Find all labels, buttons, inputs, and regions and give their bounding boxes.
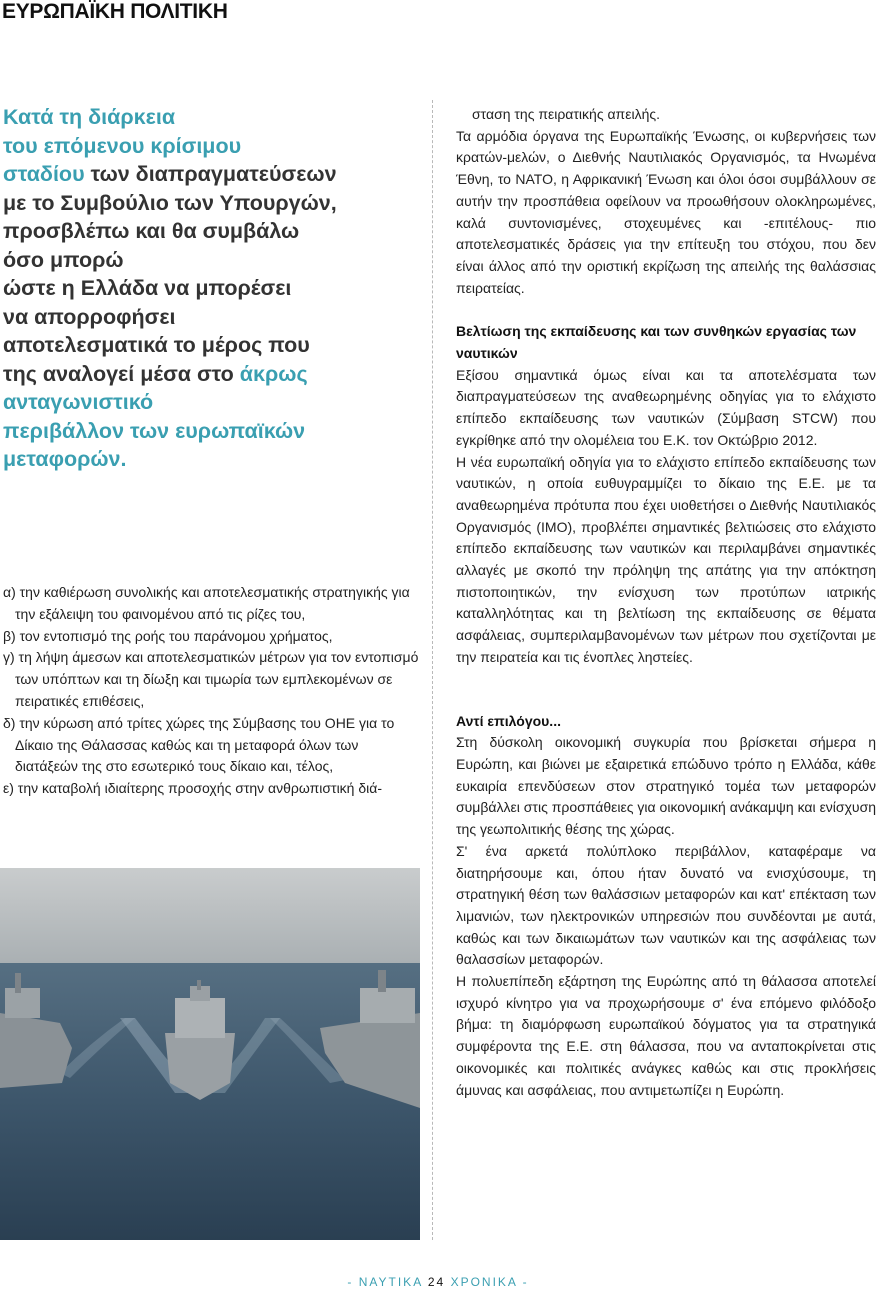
footer-magazine-left: - ΝΑΥΤΙΚΑ	[347, 1275, 428, 1289]
pull-quote-line: του επόμενου κρίσιμου	[3, 133, 242, 158]
warships-at-sea-image	[0, 868, 420, 1240]
page-footer	[0, 1275, 876, 1289]
pull-quote-highlight: σταδίου	[3, 162, 85, 186]
pull-quote-line: όσο μπορώ	[3, 247, 124, 272]
paragraph: Σ' ένα αρκετά πολύπλοκο περιβάλλον, καταφέραμε να διατηρήσουμε και, όπου ήταν δυνατό να ενισχύσουμε, τη στρατηγική θέση των θαλάσσιων μεταφορών και κατ' επέκταση των λιμανιών, των ηλεκτρονικών υπηρεσιών που συνδέονται με αυτά, καθώς και των δικαιωμάτων των ναυτικών και της ασφάλειας των θαλασσίων μεταφορών.	[456, 842, 876, 968]
pull-quote	[3, 103, 418, 474]
paragraph: Τα αρμόδια όργανα της Ευρωπαϊκής Ένωσης, οι κυβερνήσεις των κρατών-μελών, ο Διεθνής Ναυτιλιακός Οργανισμός, τα Ηνωμένα Έθνη, το ΝΑΤΟ, η Αφρικανική Ένωση και όλοι όσοι συμβάλλουν σε αυτήν την προσπάθεια οφείλουν να προωθήσουν ολοκληρωμένες, καλά συντονισμένες, στοχευμένες και -επιτέλους- πιο αποτελεσματικές δράσεις για την επίτευξη του στόχου, που δεν είναι άλλος από την οριστική εκρίζωση της απειλής της θαλάσσιας πειρατείας.	[456, 127, 876, 296]
pull-quote-line: προσβλέπω και θα συμβάλω	[3, 219, 300, 243]
naval-ships-photo	[0, 868, 420, 1240]
pull-quote-line: ανταγωνιστικό	[3, 390, 154, 414]
right-column	[456, 104, 876, 1101]
pull-quote-line	[3, 360, 418, 389]
pull-quote-line: περιβάλλον των ευρωπαϊκών	[3, 418, 306, 443]
pull-quote-line	[3, 160, 418, 189]
paragraph: Η πολυεπίπεδη εξάρτηση της Ευρώπης από τη θάλασσα αποτελεί ισχυρό κίνητρο για να προχωρήσουμε σ' ένα επόμενο φιλόδοξο βήμα: τη διαμόρφωση ευρωπαϊκού δόγματος για τα στρατηγικά συμφέροντα της Ε.Ε. στη θάλασσα, που να ανταποκρίνεται στις οικονομικές και πολιτικές ανάγκες καθώς και στις προκλήσεις άμυνας και ασφάλειας, που αντιμετωπίζει η Ευρώπη.	[456, 973, 876, 1098]
list-item: β) τον εντοπισμό της ροής του παράνομου χρήματος,	[3, 627, 333, 644]
paragraph: Η νέα ευρωπαϊκή οδηγία για το ελάχιστο επίπεδο εκπαίδευσης των ναυτικών, η οποία ευθυγραμμίζει το δίκαιο της Ε.Ε. με τα αναθεωρημένα πρότυπα που έχει υιοθετήσει ο Διεθνής Ναυτιλιακός Οργανισμός (ΙΜΟ), προβλέπει σημαντικές βελτιώσεις στο ελάχιστο επίπεδο εκπαίδευσης των ναυτικών και περιλαμβάνει σημαντικές αλλαγές με σκοπό την πρόληψη της απάτης για την απόκτηση πιστοποιητικών, την ενίσχυση των προτύπων ιατρικής καταλληλότητας και τη βελτίωση της εκπαίδευσης σε θέματα ασφάλειας, συμπεριλαμβανομένων των μέτρων που σχετίζονται με την πειρατεία και τις ένοπλες ληστείες.	[456, 453, 876, 665]
footer-magazine-right: ΧΡΟΝΙΚΑ -	[445, 1275, 529, 1289]
paragraph: Στη δύσκολη οικονομική συγκυρία που βρίσκεται σήμερα η Ευρώπη, και βιώνει με εξαιρετικά επώδυνο τρόπο η Ελλάδα, κάθε ευκαιρία επενδύσεων στον στρατηγικό τομέα των μεταφορών συμβάλλει στις προσπάθειες για οικονομική ανάκαμψη και ενίσχυση της γεωπολιτικής θέσης της χώρας.	[456, 734, 876, 838]
subheading-epilogue: Αντί επιλόγου...	[456, 712, 561, 729]
column-divider	[432, 100, 433, 1240]
section-title: ΕΥΡΩΠΑΪΚΗ ΠΟΛΙΤΙΚΗ	[2, 0, 228, 23]
pull-quote-line: ώστε η Ελλάδα να μπορέσει	[3, 276, 292, 300]
list-item: γ) τη λήψη άμεσων και αποτελεσματικών μέτρων για τον εντοπισμό των υπόπτων και τη δίωξη και τιμωρία των εμπλεκομένων σε πειρατικές επιθέσεις,	[3, 649, 419, 709]
paragraph: σταση της πειρατικής απειλής.	[472, 106, 660, 122]
pull-quote-line: να απορροφήσει	[3, 304, 176, 329]
pull-quote-line: μεταφορών.	[3, 447, 127, 471]
page-number: 24	[427, 1275, 446, 1289]
paragraph: Εξίσου σημαντικά όμως είναι και τα αποτελέσματα των διαπραγματεύσεων της αναθεωρημένης οδηγίας για το ελάχιστο επίπεδο εκπαίδευσης των ναυτικών (Σύμβαση STCW) που εγκρίθηκε από την ολομέλεια του Ε.Κ. τον Οκτώβριο 2012.	[456, 366, 876, 448]
list-item: ε) την καταβολή ιδιαίτερης προσοχής στην ανθρωπιστική διά-	[3, 780, 383, 797]
pull-quote-highlight: άκρως	[239, 361, 308, 386]
pull-quote-line: αποτελεσματικά το μέρος που	[3, 333, 310, 357]
subheading-training: Βελτίωση της εκπαίδευσης και των συνθηκών εργασίας των ναυτικών	[456, 323, 857, 362]
pull-quote-text: των διαπραγματεύσεων	[84, 162, 337, 186]
measures-list	[3, 582, 421, 800]
list-item: α) την καθιέρωση συνολικής και αποτελεσματικής στρατηγικής για την εξάλειψη του φαινομένου από τις ρίζες του,	[3, 584, 410, 622]
pull-quote-line: Κατά τη διάρκεια	[3, 105, 176, 129]
pull-quote-line: με το Συμβούλιο των Υπουργών,	[3, 190, 337, 215]
pull-quote-text: της αναλογεί μέσα στο	[3, 361, 240, 386]
list-item: δ) την κύρωση από τρίτες χώρες της Σύμβασης του ΟΗΕ για το Δίκαιο της Θάλασσας καθώς και τη μεταφορά όλων των διατάξεών της στο εσωτερικό τους δίκαιο και, τέλος,	[3, 714, 395, 775]
